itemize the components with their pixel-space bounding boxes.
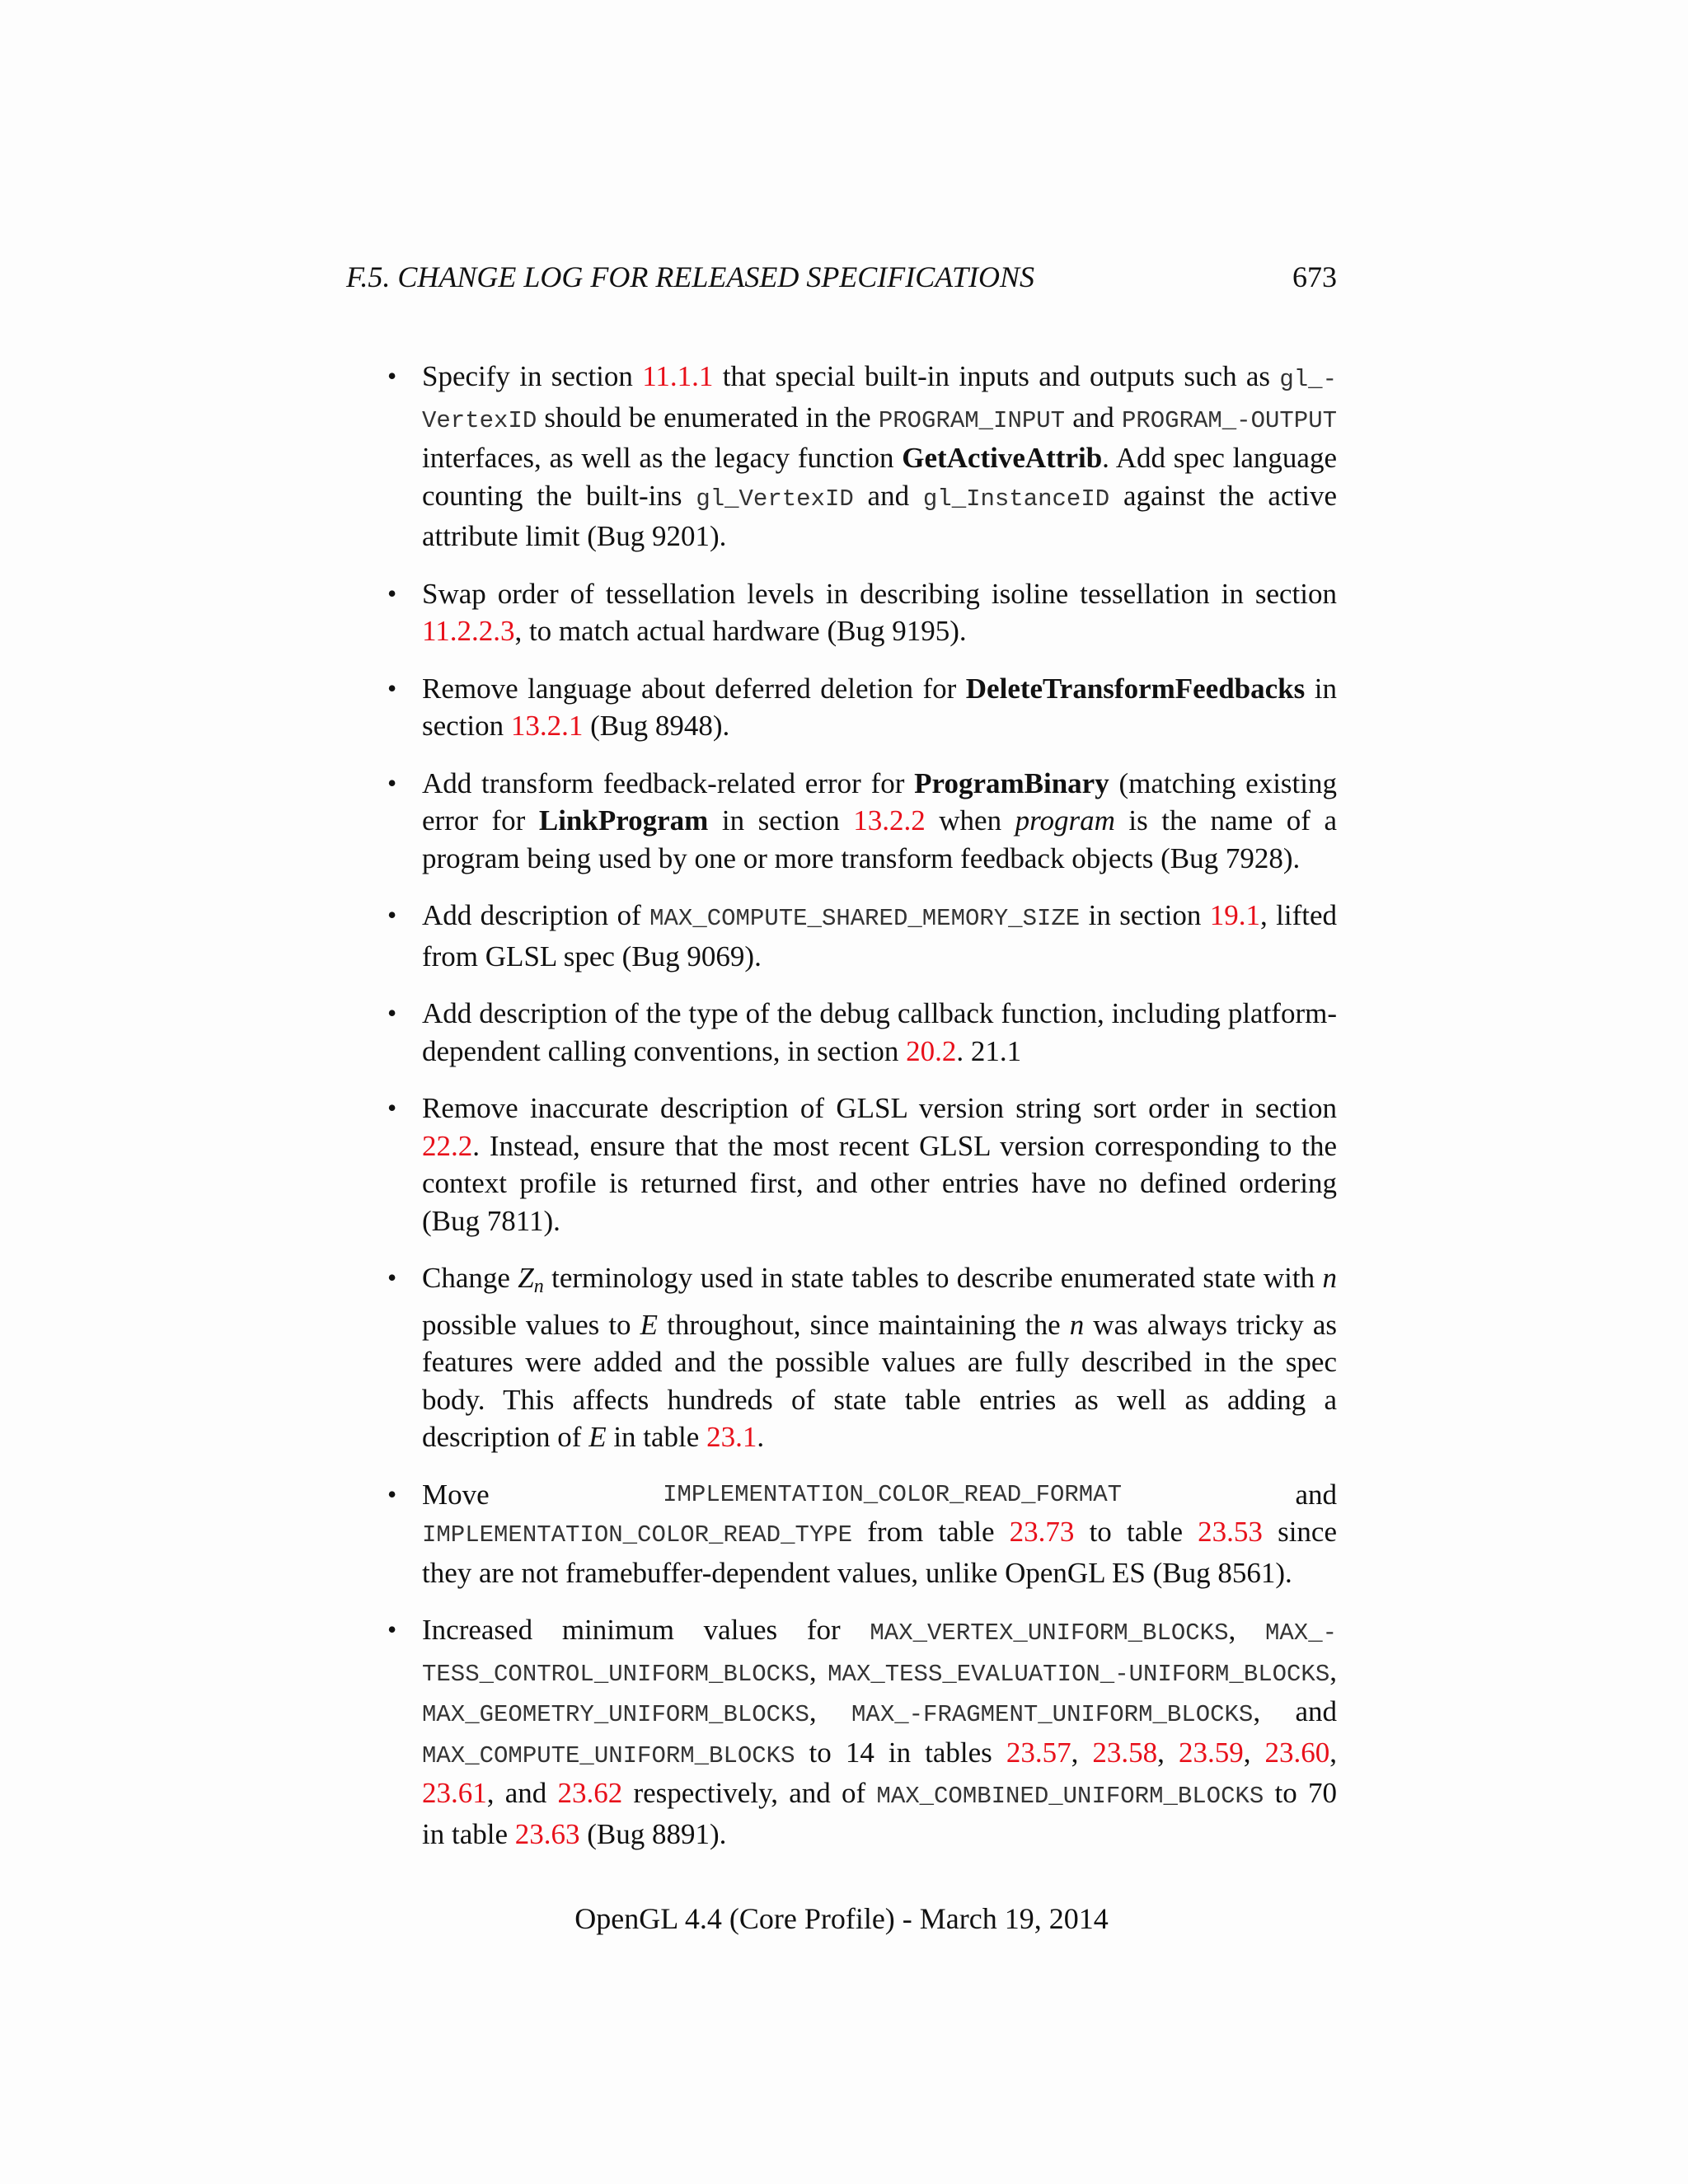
text: . Instead, ensure that the most recent GLSL version corresponding to the context profile is returned first, and other entries have no defined ordering (Bug 7811). [422,1129,1337,1237]
section-link[interactable]: 22.2 [422,1129,473,1162]
text: Add transform feedback-related error for [422,766,915,799]
text: Change [422,1262,518,1294]
code-token: IMPLEMENTATION_COLOR_READ_TYPE [422,1521,853,1549]
list-item [387,765,1337,878]
table-link[interactable]: 23.61 [422,1777,487,1809]
text: Move [422,1478,490,1511]
text: , [809,1695,852,1727]
code-token: IMPLEMENTATION_COLOR_READ_FORMAT [663,1480,1122,1508]
text: , to match actual hardware (Bug 9195). [514,615,967,647]
text: and [853,479,923,512]
text: is the name of a program being used by one or more transform feedback objects (Bug 7928). [422,804,1338,874]
text: , [1243,1736,1265,1769]
section-link[interactable]: 11.1.1 [642,360,714,392]
text: . [757,1421,765,1453]
list-item [387,670,1337,745]
math-symbol: n [1322,1262,1337,1294]
bullet: • [387,767,397,798]
math-symbol: n [1069,1308,1085,1341]
text: . 21.1 [956,1034,1022,1067]
bullet: • [387,361,397,391]
emphasis: program [1015,804,1115,837]
spread-line [422,1476,1337,1514]
code-token: MAX_-FRAGMENT_UNIFORM_BLOCKS [851,1701,1254,1728]
text: against the active attribute limit (Bug 9201). [422,479,1337,552]
code-token: gl_InstanceID [922,485,1110,513]
text: respectively, and of [622,1777,877,1809]
text: , [1329,1654,1337,1687]
list-item [387,995,1337,1070]
text: from table [852,1516,1010,1548]
text: , [1329,1736,1338,1769]
bullet: • [387,578,397,608]
list-item [387,1259,1337,1456]
text: throughout, since maintaining the [658,1308,1070,1341]
text: possible values to [422,1308,640,1341]
text: and [1295,1478,1337,1511]
text: , and [486,1777,558,1809]
bullet: • [387,1263,397,1292]
code-token: PROGRAM_-OUTPUT [1121,406,1337,434]
table-link[interactable]: 23.1 [706,1421,757,1453]
section-link[interactable]: 20.2 [906,1034,957,1067]
table-link[interactable]: 23.63 [514,1817,580,1850]
text: Increased minimum values for [422,1614,870,1646]
text: , [1157,1736,1179,1769]
bullet: • [387,998,397,1028]
text: , [1071,1736,1093,1769]
table-link[interactable]: 23.60 [1264,1736,1330,1769]
text: in section [422,672,1337,742]
text: to 14 in tables [795,1736,1006,1769]
section-link[interactable]: 13.2.1 [510,710,584,742]
page-footer: OpenGL 4.4 (Core Profile) - March 19, 2014 [574,1902,1109,1935]
code-token: MAX_GEOMETRY_UNIFORM_BLOCKS [422,1701,809,1728]
command-name: ProgramBinary [914,766,1109,799]
change-log-list [387,358,1337,1853]
text: Specify in section [422,360,643,392]
code-token: MAX_TESS_EVALUATION_-UNIFORM_BLOCKS [828,1660,1330,1688]
bullet: • [387,1479,397,1509]
command-name: DeleteTransformFeedbacks [965,672,1306,705]
text: , [809,1654,828,1687]
bullet: • [387,1615,397,1644]
code-token: gl_-VertexID [422,366,1337,434]
code-token: MAX_COMBINED_UNIFORM_BLOCKS [876,1783,1264,1810]
table-link[interactable]: 23.73 [1009,1516,1075,1548]
text: . Add spec language counting the built-ins [422,442,1337,512]
text: when [925,804,1015,837]
text: since they are not framebuffer-dependent values, unlike OpenGL ES (Bug 8561). [422,1516,1337,1589]
table-link[interactable]: 23.57 [1006,1736,1071,1769]
text: Remove language about deferred deletion for [422,672,966,705]
bullet: • [387,900,397,930]
section-link[interactable]: 13.2.2 [853,804,926,837]
math-symbol: Z [518,1262,534,1294]
text: that special built-in inputs and outputs such as [713,360,1280,392]
table-link[interactable]: 23.62 [557,1777,623,1809]
bullet: • [387,1093,397,1122]
code-token: MAX_COMPUTE_UNIFORM_BLOCKS [422,1741,795,1769]
section-link[interactable]: 11.2.2.3 [422,615,515,647]
command-name: LinkProgram [538,804,709,837]
text: interfaces, as well as the legacy function [422,442,903,474]
text: Swap order of tessellation levels in describing isoline tessellation in section [422,577,1337,610]
list-item [387,1090,1337,1240]
text: in table [606,1421,707,1453]
text: should be enumerated in the [537,401,879,434]
text: (matching existing error for [422,766,1337,837]
text: , lifted from GLSL spec (Bug 9069). [422,899,1337,972]
text: , [1228,1614,1265,1646]
code-token: gl_VertexID [696,485,854,513]
text: and [1065,401,1122,434]
table-link[interactable]: 23.58 [1092,1736,1158,1769]
text: in section [1080,899,1210,931]
text: , and [1253,1695,1337,1727]
running-header [346,257,1337,297]
list-item [387,897,1337,975]
code-token: MAX_VERTEX_UNIFORM_BLOCKS [870,1619,1229,1647]
text: to table [1074,1516,1198,1548]
code-token: PROGRAM_INPUT [878,406,1066,434]
bullet: • [387,673,397,703]
section-link[interactable]: 19.1 [1209,899,1260,931]
math-symbol: E [588,1421,607,1453]
math-subscript: n [533,1276,544,1297]
text: Add description of [422,899,650,931]
text: to 70 in table [422,1777,1337,1850]
code-token: MAX_-TESS_CONTROL_UNIFORM_BLOCKS [422,1619,1337,1688]
page-number: 673 [1292,260,1337,293]
text: (Bug 8891). [579,1817,727,1850]
text: Add description of the type of the debug callback function, including platform-dependent calling conventions, in section [422,997,1337,1067]
text: was always tricky as features were added and the possible values are fully described in the spec body. This affects hundreds of state table entries as well as adding a description of [422,1308,1337,1453]
text: (Bug 8948). [583,710,730,742]
table-link[interactable]: 23.53 [1198,1516,1263,1548]
list-item [387,358,1337,555]
text: in section [708,804,854,837]
table-link[interactable]: 23.59 [1178,1736,1244,1769]
math-symbol: E [640,1308,659,1341]
list-item [387,575,1337,650]
text: terminology used in state tables to describe enumerated state with [543,1262,1323,1294]
text: Remove inaccurate description of GLSL version string sort order in section [422,1092,1337,1124]
list-item [387,1476,1337,1592]
list-item [387,1611,1337,1853]
section-title: F.5. CHANGE LOG FOR RELEASED SPECIFICATIONS [346,260,1034,293]
command-name: GetActiveAttrib [902,442,1103,474]
code-token: MAX_COMPUTE_SHARED_MEMORY_SIZE [649,905,1081,932]
